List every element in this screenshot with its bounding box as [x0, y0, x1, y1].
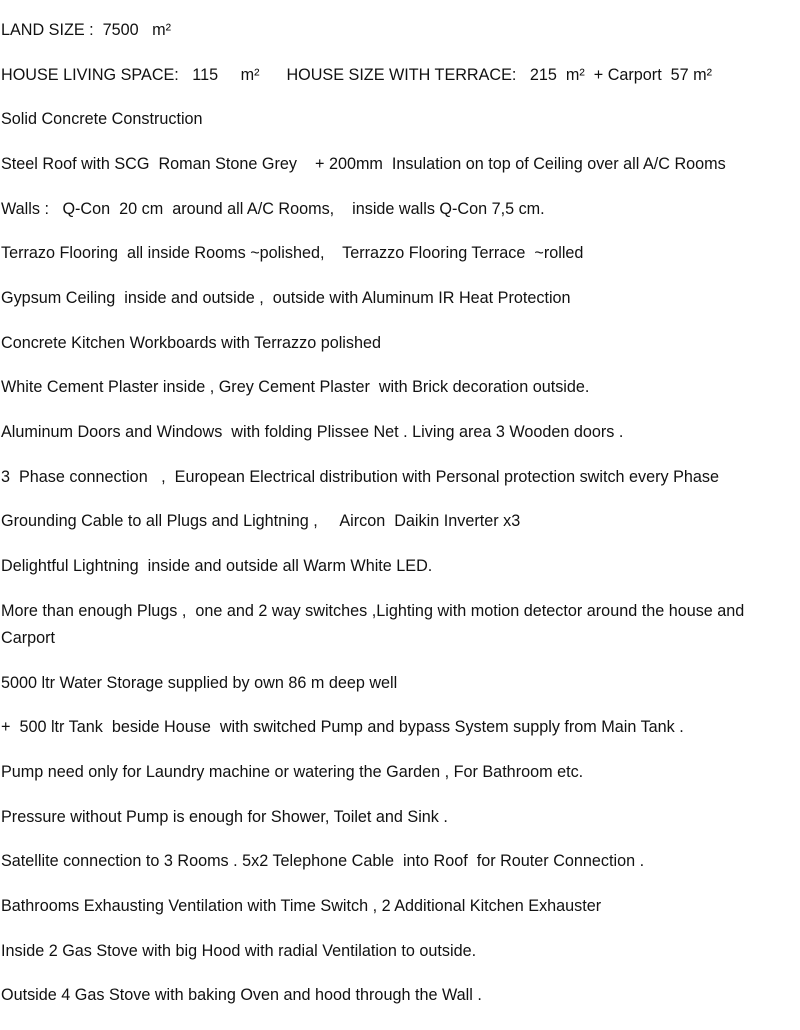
- spec-line-ceiling: Gypsum Ceiling inside and outside , outside with Aluminum IR Heat Protection: [1, 289, 571, 307]
- spec-line-kitchen: Concrete Kitchen Workboards with Terrazzo polished: [1, 334, 381, 352]
- spec-line-electrical: 3 Phase connection , European Electrical distribution with Personal protection switch every Phase: [1, 468, 720, 486]
- spec-line-land-size: LAND SIZE : 7500 m²: [1, 21, 172, 39]
- spec-line-pump: Pump need only for Laundry machine or watering the Garden , For Bathroom etc.: [1, 763, 584, 781]
- spec-line-construction: Solid Concrete Construction: [1, 110, 203, 128]
- spec-line-water-storage: 5000 ltr Water Storage supplied by own 86 m deep well: [1, 674, 398, 692]
- spec-line-inside-stove: Inside 2 Gas Stove with big Hood with radial Ventilation to outside.: [1, 942, 477, 960]
- spec-line-ventilation: Bathrooms Exhausting Ventilation with Time Switch , 2 Additional Kitchen Exhauster: [1, 897, 602, 915]
- spec-line-roof: Steel Roof with SCG Roman Stone Grey + 200mm Insulation on top of Ceiling over all A/C Rooms: [1, 155, 726, 173]
- spec-line-doors-windows: Aluminum Doors and Windows with folding Plissee Net . Living area 3 Wooden doors .: [1, 423, 624, 441]
- spec-line-house-size: HOUSE LIVING SPACE: 115 m² HOUSE SIZE WITH TERRACE: 215 m² + Carport 57 m²: [1, 66, 713, 84]
- spec-line-lighting: Delightful Lightning inside and outside all Warm White LED.: [1, 557, 433, 575]
- spec-line-walls: Walls : Q-Con 20 cm around all A/C Rooms, inside walls Q-Con 7,5 cm.: [1, 200, 545, 218]
- spec-line-tank: + 500 ltr Tank beside House with switched Pump and bypass System supply from Main Tank .: [1, 718, 684, 736]
- spec-line-satellite: Satellite connection to 3 Rooms . 5x2 Telephone Cable into Roof for Router Connection .: [1, 852, 645, 870]
- spec-line-pressure: Pressure without Pump is enough for Shower, Toilet and Sink .: [1, 808, 448, 826]
- spec-line-outside-stove: Outside 4 Gas Stove with baking Oven and hood through the Wall .: [1, 986, 482, 1004]
- spec-line-flooring: Terrazo Flooring all inside Rooms ~polished, Terrazzo Flooring Terrace ~rolled: [1, 244, 584, 262]
- spec-line-plaster: White Cement Plaster inside , Grey Cement Plaster with Brick decoration outside.: [1, 378, 590, 396]
- spec-line-grounding: Grounding Cable to all Plugs and Lightning , Aircon Daikin Inverter x3: [1, 512, 521, 530]
- spec-line-plugs: More than enough Plugs , one and 2 way switches ,Lighting with motion detector around the house and Carport: [1, 602, 749, 647]
